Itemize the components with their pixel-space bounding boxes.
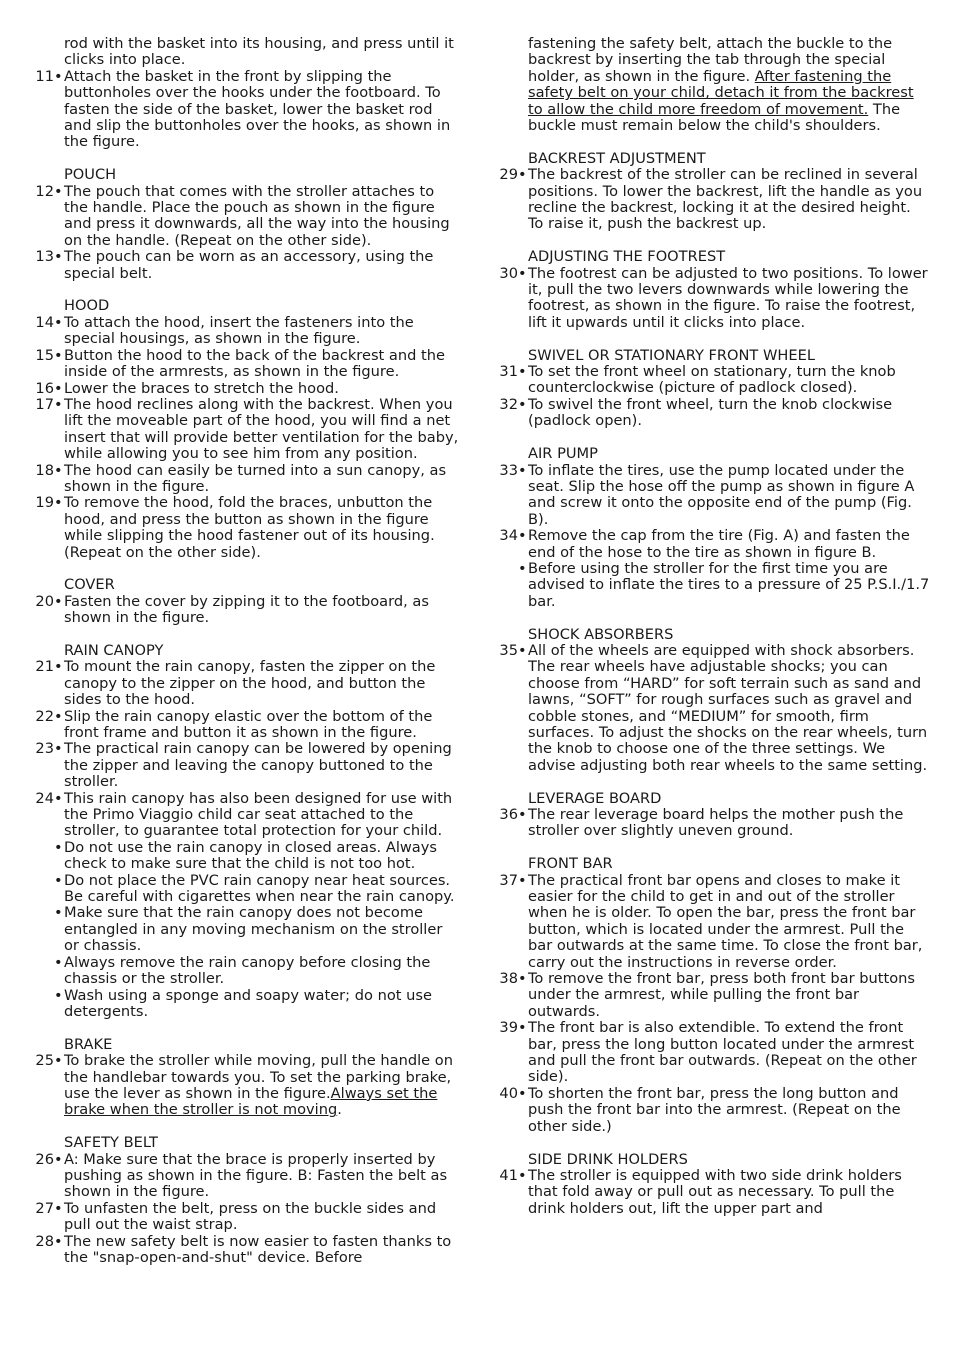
section-swivel-or-stationary-front-wheel — [494, 348, 930, 430]
instruction-item — [30, 36, 460, 69]
bullet-icon: • — [54, 592, 63, 610]
section-adjusting-the-footrest — [494, 249, 930, 331]
item-number: 28 — [35, 1232, 54, 1250]
bullet-icon: • — [518, 395, 527, 413]
section-continued — [30, 36, 460, 151]
item-text: The new safety belt is now easier to fasten thanks to the "snap-open-and-shut" device. Before — [64, 1232, 452, 1266]
item-text: The practical front bar opens and closes to make it easier for the child to get in and out of the stroller when he is older. To open the bar, press the front bar button, which is located under the armrest. Pull the bar outwards at the same time. To close the front bar, carry out the instructions in reverse order. — [528, 871, 923, 971]
item-text: The pouch can be worn as an accessory, using the special belt. — [64, 248, 434, 282]
instruction-item — [494, 36, 930, 134]
section-side-drink-holders — [494, 1152, 930, 1218]
instruction-item — [494, 561, 930, 610]
item-number: 15 — [35, 346, 54, 364]
instruction-item-22 — [30, 709, 460, 742]
instruction-item-17 — [30, 397, 460, 463]
instruction-item-24 — [30, 791, 460, 840]
instruction-item-37 — [494, 873, 930, 971]
item-text: Make sure that the rain canopy does not become entangled in any moving mechanism on the stroller or chassis. — [64, 904, 443, 955]
item-text: The backrest of the stroller can be reclined in several positions. To lower the backrest, lift the handle as you recline the backrest, locking it at the desired height. To raise it, push the backrest up. — [528, 166, 923, 233]
section-pouch — [30, 167, 460, 282]
section-leverage-board — [494, 791, 930, 840]
section-air-pump — [494, 446, 930, 610]
bullet-icon: • — [518, 461, 527, 479]
section-heading: RAIN CANOPY — [64, 641, 164, 659]
instruction-item-32 — [494, 397, 930, 430]
item-text: To shorten the front bar, press the long button and push the front bar into the armrest. (Repeat on the other side.) — [528, 1084, 901, 1135]
section-shock-absorbers — [494, 627, 930, 775]
item-text: Slip the rain canopy elastic over the bottom of the front frame and button it as shown in the figure. — [64, 707, 433, 741]
item-number: 18 — [35, 461, 54, 479]
item-number: 20 — [35, 592, 54, 610]
instruction-item-25 — [30, 1053, 460, 1119]
item-text: Before using the stroller for the first time you are advised to inflate the tires to a pressure of 25 P.S.I./1.7 bar. — [528, 559, 930, 610]
instruction-item-30 — [494, 266, 930, 332]
item-number: 31 — [499, 363, 518, 381]
bullet-icon: • — [518, 559, 527, 577]
instruction-item-14 — [30, 315, 460, 348]
item-text: Attach the basket in the front by slipping the buttonholes over the hooks under the footboard. To fasten the side of the basket, lower the basket rod and slip the buttonholes over the hooks, as shown in the figure. — [64, 67, 451, 151]
item-number: 35 — [499, 641, 518, 659]
instruction-item — [30, 955, 460, 988]
item-number: 29 — [499, 166, 518, 184]
bullet-icon: • — [518, 806, 527, 823]
section-heading: BRAKE — [64, 1035, 113, 1053]
instruction-item-23 — [30, 741, 460, 790]
item-number: 30 — [499, 264, 518, 282]
instruction-item-33 — [494, 463, 930, 529]
section-brake — [30, 1037, 460, 1119]
bullet-icon: • — [54, 740, 63, 758]
bullet-icon: • — [54, 182, 63, 200]
instruction-item-31 — [494, 364, 930, 397]
section-backrest-adjustment — [494, 151, 930, 233]
item-number: 24 — [35, 789, 54, 807]
item-text: The practical rain canopy can be lowered by opening the zipper and leaving the canopy buttoned to the stroller. — [64, 740, 452, 791]
item-number: 27 — [35, 1199, 54, 1217]
item-text: Button the hood to the back of the backrest and the inside of the armrests, as shown in the figure. — [64, 346, 445, 381]
instruction-item-29 — [494, 167, 930, 233]
instruction-item-13 — [30, 249, 460, 282]
instruction-item-16 — [30, 381, 460, 397]
item-number: 13 — [35, 248, 54, 266]
item-number: 32 — [499, 395, 518, 413]
item-number: 26 — [35, 1150, 54, 1168]
item-number: 11 — [35, 67, 54, 85]
item-text: The stroller is equipped with two side drink holders that fold away or pull out as necessary. To pull the drink holders out, lift the upper part and — [528, 1166, 902, 1217]
instruction-item-18 — [30, 463, 460, 496]
instruction-item-11 — [30, 69, 460, 151]
bullet-icon: • — [518, 970, 527, 988]
bullet-icon: • — [518, 166, 527, 184]
bullet-icon: • — [54, 494, 63, 512]
instruction-item-34 — [494, 528, 930, 561]
item-text: Fasten the cover by zipping it to the footboard, as shown in the figure. — [64, 592, 429, 627]
section-heading: SWIVEL OR STATIONARY FRONT WHEEL — [528, 346, 815, 364]
section-heading: SIDE DRINK HOLDERS — [528, 1150, 688, 1168]
item-text: A: Make sure that the brace is properly inserted by pushing as shown in the figure. B: Fasten the belt as shown in the figure. — [64, 1150, 448, 1201]
bullet-icon: • — [518, 264, 527, 282]
item-number: 12 — [35, 182, 54, 200]
instruction-item-41 — [494, 1168, 930, 1217]
item-text: To mount the rain canopy, fasten the zipper on the canopy to the zipper on the hood, and button the sides to the hood. — [64, 658, 436, 709]
section-heading: HOOD — [64, 297, 110, 315]
item-text-continued: . — [337, 1101, 342, 1119]
bullet-icon: • — [54, 395, 63, 413]
bullet-icon: • — [518, 1084, 527, 1102]
bullet-icon: • — [54, 461, 63, 479]
instruction-item-39 — [494, 1020, 930, 1086]
item-text: The footrest can be adjusted to two positions. To lower it, pull the two levers downwards while lowering the footrest, as shown in the figure. To raise the footrest, lift it upwards until it clicks into place. — [528, 264, 928, 331]
bullet-icon: • — [54, 313, 63, 331]
item-text: To swivel the front wheel, turn the knob clockwise (padlock open). — [528, 395, 893, 430]
item-number: 38 — [499, 970, 518, 988]
bullet-icon: • — [54, 248, 63, 266]
item-number: 23 — [35, 740, 54, 758]
emphasis-text: After fastening the safety belt on your child, detach it from the backrest to allow the child more freedom of movement. — [528, 67, 914, 118]
section-cover — [30, 577, 460, 626]
instruction-item — [30, 873, 460, 906]
instruction-item-40 — [494, 1086, 930, 1135]
section-heading: COVER — [64, 576, 115, 594]
bullet-icon: • — [54, 379, 63, 397]
item-text: This rain canopy has also been designed for use with the Primo Viaggio child car seat attached to the stroller, to guarantee total protection for your child. — [64, 789, 453, 840]
section-hood — [30, 298, 460, 561]
section-safety-belt — [30, 1135, 460, 1266]
section-heading: LEVERAGE BOARD — [528, 789, 662, 807]
emphasis-text: Always set the brake when the stroller is not moving — [64, 1084, 438, 1119]
item-number: 19 — [35, 494, 54, 512]
item-text: The front bar is also extendible. To extend the front bar, press the long button located under the armrest and pull the front bar outwards. (Repeat on the other side). — [528, 1019, 917, 1086]
item-text: To set the front wheel on stationary, turn the knob counterclockwise (picture of padlock closed). — [528, 363, 896, 397]
item-number: 39 — [499, 1019, 518, 1037]
bullet-icon: • — [518, 1166, 527, 1184]
bullet-icon: • — [518, 527, 527, 545]
section-continued — [494, 36, 930, 134]
item-number: 14 — [35, 313, 54, 331]
item-text: Always remove the rain canopy before closing the chassis or the stroller. — [64, 953, 431, 988]
item-text: To brake the stroller while moving, pull the handle on the handlebar towards you. To set the parking brake, use the lever as shown in the figure. — [64, 1052, 453, 1102]
bullet-icon: • — [54, 67, 63, 85]
instruction-item — [30, 840, 460, 873]
bullet-icon: • — [54, 953, 63, 971]
item-number: 17 — [35, 395, 54, 413]
section-heading: AIR PUMP — [528, 445, 598, 463]
item-text: rod with the basket into its housing, and press until it clicks into place. — [64, 35, 454, 69]
item-number: 41 — [499, 1166, 518, 1184]
right-column — [494, 36, 930, 1217]
item-text: To remove the front bar, press both front bar buttons under the armrest, while pulling the front bar outwards. — [528, 970, 915, 1020]
bullet-icon: • — [54, 871, 63, 889]
instruction-item-35 — [494, 643, 930, 774]
bullet-icon: • — [518, 871, 527, 889]
bullet-icon: • — [518, 363, 527, 381]
section-heading: ADJUSTING THE FOOTREST — [528, 248, 726, 266]
item-text-continued: The buckle must remain below the child's shoulders. — [528, 100, 901, 135]
bullet-icon: • — [54, 707, 63, 725]
bullet-icon: • — [54, 1150, 63, 1168]
item-text: fastening the safety belt, attach the buckle to the backrest by inserting the tab through the special holder, as shown in the figure. — [528, 35, 893, 85]
instruction-item-20 — [30, 594, 460, 627]
item-text: Wash using a sponge and soapy water; do not use detergents. — [64, 986, 432, 1020]
item-text: Do not place the PVC rain canopy near heat sources. Be careful with cigarettes when near the rain canopy. — [64, 871, 455, 906]
bullet-icon: • — [54, 1232, 63, 1250]
item-text: The pouch that comes with the stroller attaches to the handle. Place the pouch as shown in the figure and press it downwards, all the way into the housing on the handle. (Repeat on the other side). — [64, 182, 450, 249]
item-text: To remove the hood, fold the braces, unbutton the hood, and press the button as shown in the figure while slipping the hood fastener out of its housing. (Repeat on the other side). — [64, 494, 435, 561]
item-number: 16 — [35, 379, 54, 397]
item-text: The hood can easily be turned into a sun canopy, as shown in the figure. — [64, 461, 447, 495]
left-column — [30, 36, 460, 1266]
section-heading: SHOCK ABSORBERS — [528, 625, 674, 643]
item-text: Lower the braces to stretch the hood. — [64, 379, 339, 397]
instruction-item — [30, 988, 460, 1021]
item-number: 34 — [499, 527, 518, 545]
item-text: Do not use the rain canopy in closed areas. Always check to make sure that the child is not too hot. — [64, 838, 437, 873]
bullet-icon: • — [54, 904, 63, 922]
item-number: 37 — [499, 871, 518, 889]
section-rain-canopy — [30, 643, 460, 1020]
section-heading: BACKREST ADJUSTMENT — [528, 149, 706, 167]
bullet-icon: • — [54, 789, 63, 807]
bullet-icon: • — [54, 346, 63, 364]
bullet-icon: • — [518, 641, 527, 659]
instruction-item-21 — [30, 659, 460, 708]
bullet-icon: • — [518, 1019, 527, 1037]
item-text: To attach the hood, insert the fasteners into the special housings, as shown in the figure. — [64, 313, 414, 348]
item-number: 25 — [35, 1052, 54, 1070]
bullet-icon: • — [54, 838, 63, 856]
instruction-item — [30, 905, 460, 954]
instruction-item-19 — [30, 495, 460, 561]
instruction-item-38 — [494, 971, 930, 1020]
section-heading: SAFETY BELT — [64, 1134, 158, 1152]
item-number: 22 — [35, 707, 54, 725]
instruction-item-15 — [30, 348, 460, 381]
bullet-icon: • — [54, 1052, 63, 1070]
bullet-icon: • — [54, 1199, 63, 1217]
item-text: To unfasten the belt, press on the buckle sides and pull out the waist strap. — [64, 1199, 437, 1234]
bullet-icon: • — [54, 986, 63, 1004]
bullet-icon: • — [54, 658, 63, 676]
item-number: 33 — [499, 461, 518, 479]
item-number: 36 — [499, 806, 518, 823]
instruction-item-28 — [30, 1234, 460, 1267]
item-number: 21 — [35, 658, 54, 676]
section-front-bar — [494, 856, 930, 1135]
item-text: All of the wheels are equipped with shock absorbers. The rear wheels have adjustable shocks; you can choose from “HARD” for soft terrain such as sand and lawns, “SOFT” for rough surfaces such as gravel and cobble stones, and “MEDIUM” for smooth, firm surfaces. To adjust the shocks on the rear wheels, turn the knob to choose one of the three settings. We advise adjusting both rear wheels to the same setting. — [528, 641, 928, 774]
instruction-item-36 — [494, 807, 930, 840]
item-number: 40 — [499, 1084, 518, 1102]
item-text: Remove the cap from the tire (Fig. A) and fasten the end of the hose to the tire as shown in figure B. — [528, 527, 910, 561]
item-text: To inflate the tires, use the pump located under the seat. Slip the hose off the pump as shown in figure A and screw it onto the opposite end of the pump (Fig. B). — [528, 461, 915, 528]
instruction-item-12 — [30, 184, 460, 250]
instruction-item-27 — [30, 1201, 460, 1234]
instruction-item-26 — [30, 1152, 460, 1201]
section-heading: FRONT BAR — [528, 855, 613, 873]
item-text: The rear leverage board helps the mother push the stroller over slightly uneven ground. — [528, 806, 904, 840]
section-heading: POUCH — [64, 166, 117, 184]
item-text: The hood reclines along with the backrest. When you lift the moveable part of the hood, you will find a net insert that will provide better ventilation for the baby, while allowing you to see him from any position. — [64, 395, 459, 463]
